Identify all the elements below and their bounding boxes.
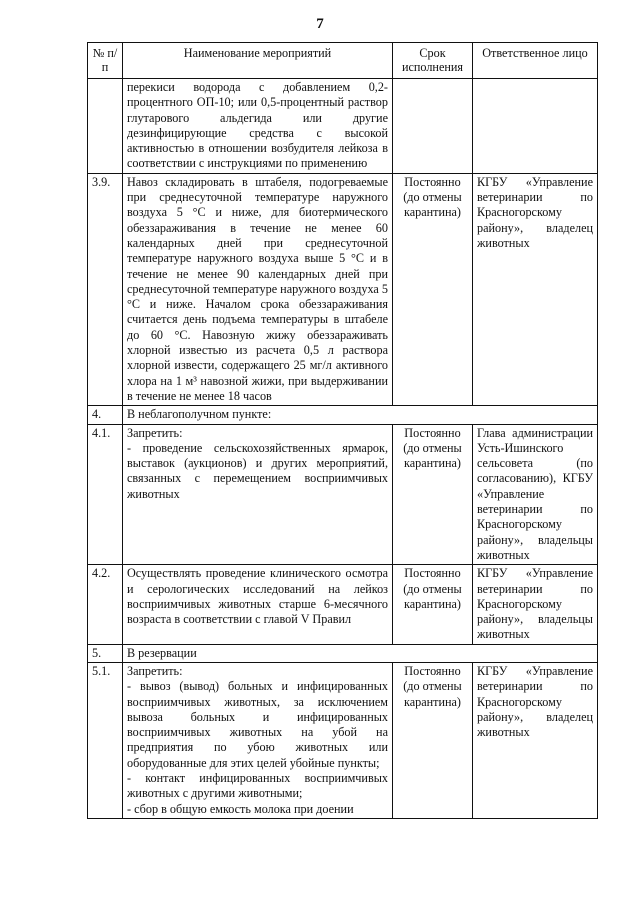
table-row bbox=[88, 79, 598, 174]
row-name: Запретить: - проведение сельскохозяйственных ярмарок, выставок (аукционов) и других мероприятий, связанных с перемещением восприимчивых животных bbox=[123, 424, 393, 565]
table-row bbox=[88, 565, 598, 644]
table-header-row bbox=[88, 43, 598, 79]
section-row bbox=[88, 644, 598, 662]
section-title: В резервации bbox=[123, 644, 598, 662]
row-resp bbox=[473, 79, 598, 174]
section-num: 5. bbox=[88, 644, 123, 662]
row-term: Постоянно (до отмены карантина) bbox=[393, 424, 473, 565]
row-resp: КГБУ «Управление ветеринарии по Красногорскому району», владельцы животных bbox=[473, 565, 598, 644]
row-term: Постоянно (до отмены карантина) bbox=[393, 565, 473, 644]
header-name: Наименование мероприятий bbox=[123, 43, 393, 79]
header-num: № п/п bbox=[88, 43, 123, 79]
header-resp: Ответственное лицо bbox=[473, 43, 598, 79]
header-term: Срок исполнения bbox=[393, 43, 473, 79]
row-term bbox=[393, 79, 473, 174]
row-num: 4.1. bbox=[88, 424, 123, 565]
section-title: В неблагополучном пункте: bbox=[123, 406, 598, 424]
row-term: Постоянно (до отмены карантина) bbox=[393, 662, 473, 818]
row-num bbox=[88, 79, 123, 174]
row-num: 3.9. bbox=[88, 173, 123, 405]
row-name: Навоз складировать в штабеля, подогреваемые при среднесуточной температуре наружного воздуха 5 °С и ниже, для биотермического обеззараживания в течение не менее 60 календарных дней при среднесуточной температуре наружного воздуха выше 5 °С и в течение не менее 90 календарных дней при среднесуточной температуре наружного воздуха 5 °С и ниже. Началом срока обеззараживания считается день подъема температуры в штабеле до 60 °С. Навозную жижу обеззараживать хлорной известью из расчета 0,5 л раствора хлорной извести, содержащего 25 мг/л активного хлора на 1 м³ навозной жижи, при выдерживании в течение не менее 18 часов bbox=[123, 173, 393, 405]
row-name: перекиси водорода с добавлением 0,2-процентного ОП-10; или 0,5-процентный раствор глутарового альдегида или другие дезинфицирующие средства с высокой активностью в отношении возбудителя лейкоза в соответствии с инструкциями по применению bbox=[123, 79, 393, 174]
measures-table bbox=[87, 42, 598, 819]
table-row bbox=[88, 424, 598, 565]
row-resp: КГБУ «Управление ветеринарии по Красногорскому району», владелец животных bbox=[473, 173, 598, 405]
row-num: 5.1. bbox=[88, 662, 123, 818]
page-number: 7 bbox=[316, 16, 324, 32]
row-term: Постоянно (до отмены карантина) bbox=[393, 173, 473, 405]
row-resp: КГБУ «Управление ветеринарии по Красногорскому району», владелец животных bbox=[473, 662, 598, 818]
row-name: Осуществлять проведение клинического осмотра и серологических исследований на лейкоз восприимчивых животных старше 6-месячного возраста в соответствии с главой V Правил bbox=[123, 565, 393, 644]
row-name: Запретить: - вывоз (вывод) больных и инфицированных восприимчивых животных, за исключением вывоза больных и инфицированных восприимчивых животных на убой на предприятия по убою животных или оборудованные для этих целей убойные пункты; - контакт инфицированных восприимчивых животных с другими животными; - сбор в общую емкость молока при доении bbox=[123, 662, 393, 818]
section-row bbox=[88, 406, 598, 424]
row-resp: Глава администрации Усть-Ишинского сельсовета (по согласованию), КГБУ «Управление ветеринарии по Красногорскому району», владельцы животных bbox=[473, 424, 598, 565]
table-row bbox=[88, 173, 598, 405]
table-row bbox=[88, 662, 598, 818]
row-num: 4.2. bbox=[88, 565, 123, 644]
section-num: 4. bbox=[88, 406, 123, 424]
